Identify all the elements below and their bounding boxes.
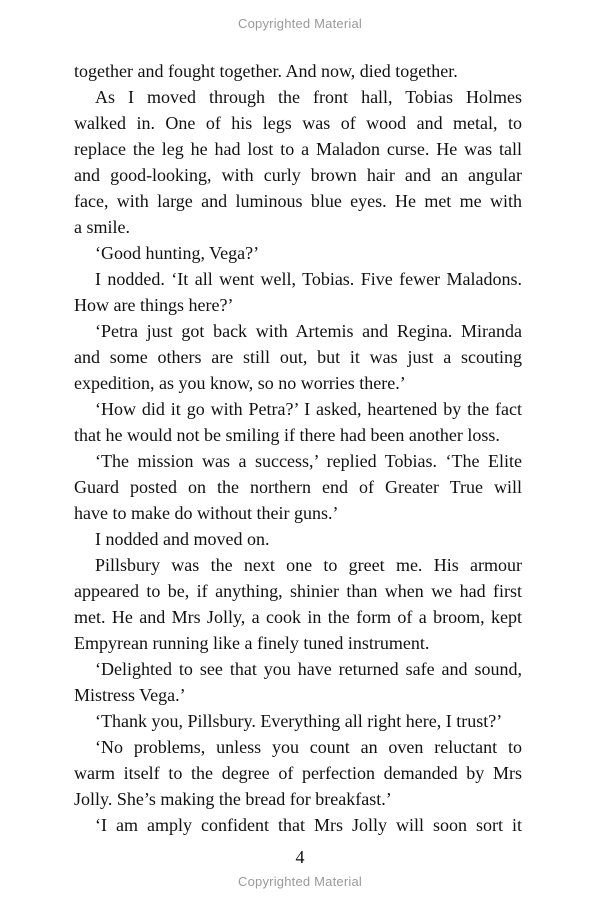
text-line: appeared to be, if anything, shinier than when we had first xyxy=(74,581,522,601)
text-line: walked in. One of his legs was of wood and metal, to xyxy=(74,113,522,133)
text-line: ‘Good hunting, Vega?’ xyxy=(95,243,260,263)
text-line: How are things here?’ xyxy=(74,295,234,315)
copyright-watermark-top: Copyrighted Material xyxy=(238,16,362,31)
text-line: Jolly. She’s making the bread for breakfast.’ xyxy=(74,789,392,809)
page-number: 4 xyxy=(295,847,305,867)
copyright-watermark-bottom: Copyrighted Material xyxy=(238,874,362,889)
text-line: and good-looking, with curly brown hair and an angular xyxy=(74,165,522,185)
text-line: Mistress Vega.’ xyxy=(74,685,186,705)
text-line: expedition, as you know, so no worries there.’ xyxy=(74,373,406,393)
text-line: together and fought together. And now, died together. xyxy=(74,61,458,81)
text-line: replace the leg he had lost to a Maladon curse. He was tall xyxy=(74,139,522,159)
text-line: a smile. xyxy=(74,217,130,237)
text-line: ‘How did it go with Petra?’ I asked, heartened by the fact xyxy=(95,399,522,419)
text-line: As I moved through the front hall, Tobias Holmes xyxy=(95,87,522,107)
text-line: Empyrean running like a finely tuned instrument. xyxy=(74,633,430,653)
text-line: Guard posted on the northern end of Greater True will xyxy=(74,477,522,497)
text-line: ‘No problems, unless you count an oven reluctant to xyxy=(95,737,522,757)
text-line: warm itself to the degree of perfection demanded by Mrs xyxy=(74,763,522,783)
text-line: ‘Petra just got back with Artemis and Regina. Miranda xyxy=(95,321,522,341)
text-line: I nodded. ‘It all went well, Tobias. Five fewer Maladons. xyxy=(95,269,522,289)
text-line: met. He and Mrs Jolly, a cook in the form of a broom, kept xyxy=(74,607,522,627)
text-line: ‘Delighted to see that you have returned safe and sound, xyxy=(95,659,522,679)
text-line: ‘Thank you, Pillsbury. Everything all right here, I trust?’ xyxy=(95,711,503,731)
text-line: I nodded and moved on. xyxy=(95,529,270,549)
text-line: that he would not be smiling if there had been another loss. xyxy=(74,425,500,445)
text-line: have to make do without their guns.’ xyxy=(74,503,339,523)
text-line: Pillsbury was the next one to greet me. His armour xyxy=(95,555,522,575)
page-body-text xyxy=(74,58,522,838)
text-line: and some others are still out, but it was just a scouting xyxy=(74,347,522,367)
text-line: ‘I am amply confident that Mrs Jolly will soon sort it xyxy=(95,815,522,835)
text-line: ‘The mission was a success,’ replied Tobias. ‘The Elite xyxy=(95,451,522,471)
text-line: face, with large and luminous blue eyes. He met me with xyxy=(74,191,522,211)
